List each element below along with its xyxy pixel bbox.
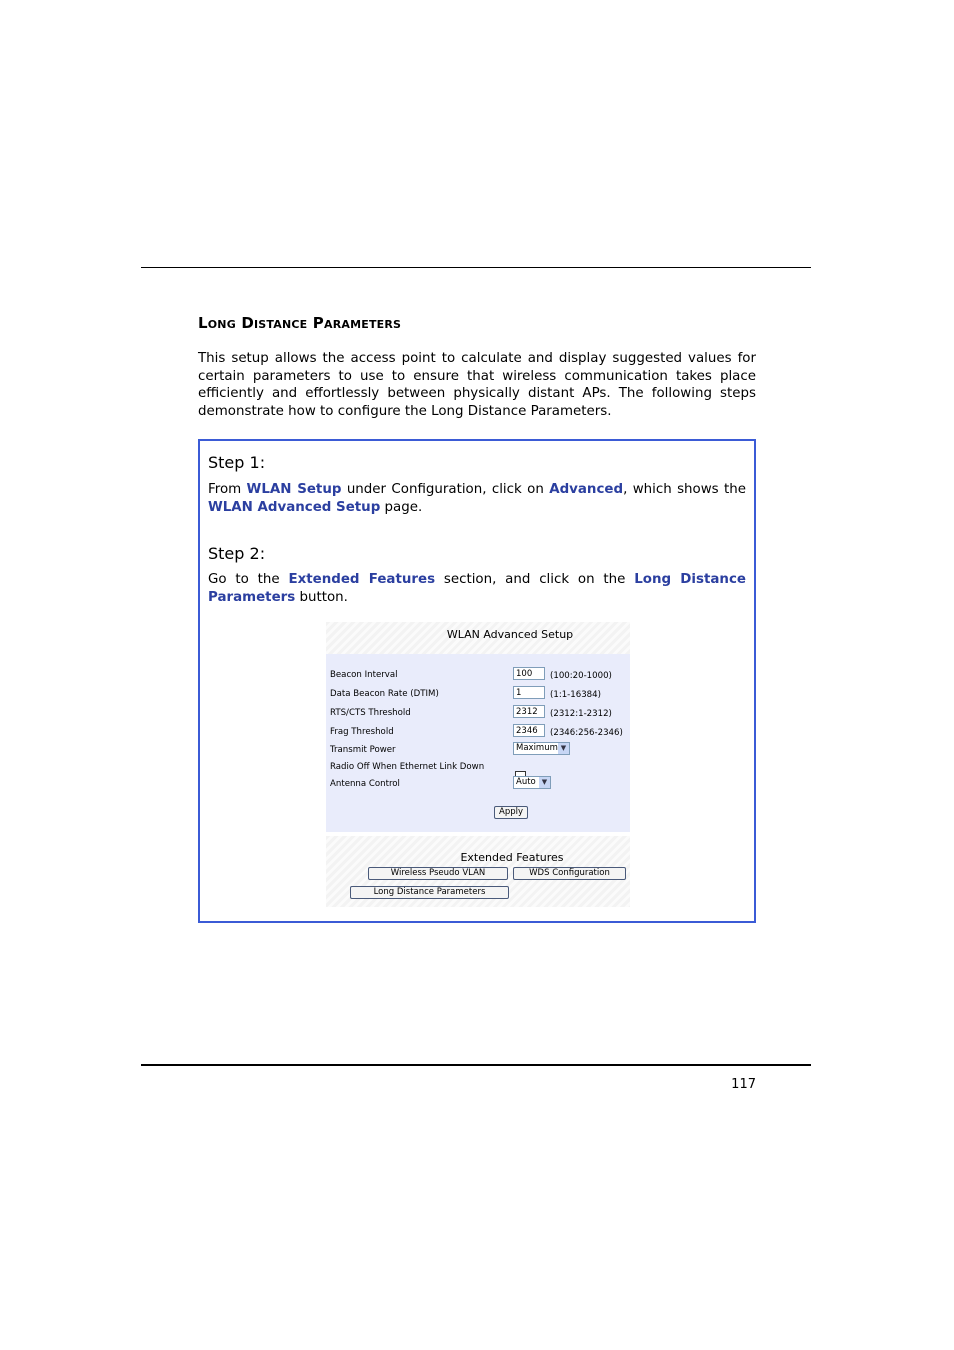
dtim-hint: (1:1-16384) [550,690,601,700]
section-title: Long Distance Parameters [198,314,402,332]
antenna-control-label: Antenna Control [330,779,400,789]
apply-button[interactable]: Apply [494,806,528,819]
rts-cts-label: RTS/CTS Threshold [330,708,411,718]
frag-threshold-label: Frag Threshold [330,727,394,737]
beacon-interval-label: Beacon Interval [330,670,398,680]
screenshot-header [326,622,630,654]
intro-paragraph: This setup allows the access point to calculate and display suggested values for certain parameters to use to ensure that wireless communication takes place efficiently and effortlessly between physically distant APs. The following steps demonstrate how to configure the Long Distance Parameters. [198,351,756,419]
chevron-down-icon: ▼ [539,777,550,788]
rts-cts-hint: (2312:1-2312) [550,709,612,719]
extended-features-panel [326,836,630,907]
antenna-control-select[interactable] [513,776,551,789]
radio-off-label: Radio Off When Ethernet Link Down [330,762,485,772]
screenshot-title: WLAN Advanced Setup [446,628,574,641]
frag-threshold-hint: (2346:256-2346) [550,728,623,738]
antenna-control-value: Auto [516,777,536,787]
step1-text-part: page. [380,499,423,515]
frag-threshold-input[interactable]: 2346 [513,724,545,737]
step2-text-part: button. [295,589,348,605]
settings-form [326,654,630,832]
page-number: 117 [731,1077,756,1092]
dtim-label: Data Beacon Rate (DTIM) [330,689,439,699]
dtim-input[interactable]: 1 [513,686,545,699]
step1-title: Step 1: [208,453,266,472]
header-rule [141,267,811,268]
transmit-power-label: Transmit Power [330,745,396,755]
wireless-pseudo-vlan-button[interactable]: Wireless Pseudo VLAN [368,867,508,880]
step1-text [208,481,746,517]
footer-rule [141,1064,811,1066]
step2-text-part: Go to the [208,572,289,587]
rts-cts-input[interactable]: 2312 [513,705,545,718]
transmit-power-select[interactable] [513,742,570,755]
step1-text-part: under Configuration, click on [341,482,550,497]
step1-keyword-wlan-setup: WLAN Setup [246,482,342,497]
beacon-interval-hint: (100:20-1000) [550,671,612,681]
step1-text-part: From [208,482,247,497]
beacon-interval-input[interactable]: 100 [513,667,545,680]
step2-title: Step 2: [208,544,266,563]
wlan-advanced-setup-screenshot [326,622,630,907]
steps-box [198,439,756,923]
step2-keyword-long-distance-parameters: Long Distance Parameters [208,572,746,605]
step1-keyword-wlan-advanced-setup: WLAN Advanced Setup [208,499,381,515]
step2-text [208,571,746,607]
chevron-down-icon: ▼ [558,743,569,754]
step2-keyword-extended-features: Extended Features [288,572,436,587]
extended-features-title: Extended Features [460,851,564,864]
long-distance-parameters-button[interactable]: Long Distance Parameters [350,886,509,899]
wds-configuration-button[interactable]: WDS Configuration [513,867,626,880]
transmit-power-value: Maximum [516,743,558,753]
step1-keyword-advanced: Advanced [549,482,624,497]
step2-text-part: section, and click on the [435,572,635,587]
step1-text-part: , which shows the [623,482,746,497]
